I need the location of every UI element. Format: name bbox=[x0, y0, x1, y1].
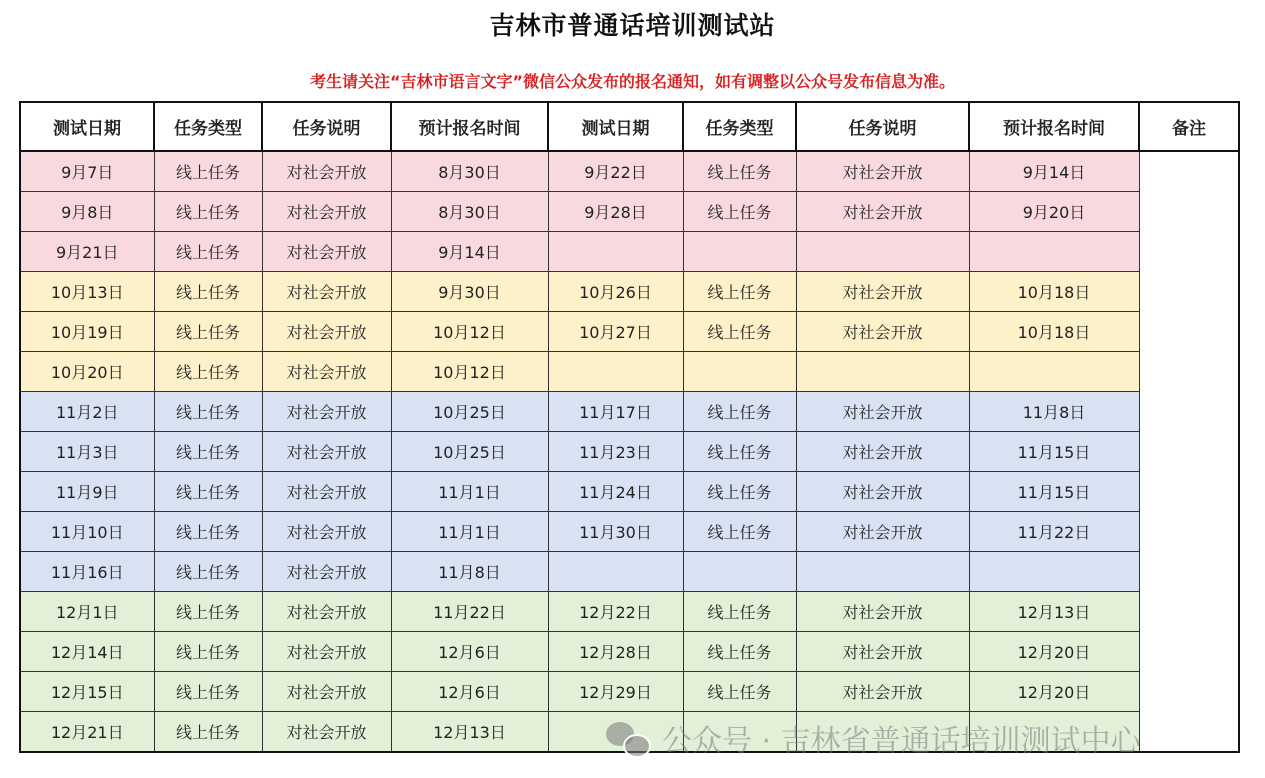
table-body bbox=[20, 151, 1239, 752]
table-cell: 线上任务 bbox=[683, 151, 796, 192]
table-cell: 对社会开放 bbox=[796, 151, 969, 192]
table-cell: 对社会开放 bbox=[796, 192, 969, 232]
table-cell: 线上任务 bbox=[154, 232, 262, 272]
table-cell: 11月23日 bbox=[548, 432, 683, 472]
column-header: 预计报名时间 bbox=[969, 102, 1139, 151]
table-cell bbox=[796, 232, 969, 272]
table-cell: 10月18日 bbox=[969, 272, 1139, 312]
wechat-icon bbox=[606, 718, 650, 758]
table-cell: 对社会开放 bbox=[262, 712, 391, 753]
table-cell: 10月12日 bbox=[391, 312, 548, 352]
table-cell: 9月7日 bbox=[20, 151, 154, 192]
table-cell: 对社会开放 bbox=[262, 552, 391, 592]
table-cell: 线上任务 bbox=[154, 312, 262, 352]
table-cell: 线上任务 bbox=[683, 312, 796, 352]
table-cell: 对社会开放 bbox=[796, 312, 969, 352]
table-row bbox=[20, 232, 1239, 272]
column-header: 任务说明 bbox=[262, 102, 391, 151]
table-row bbox=[20, 632, 1239, 672]
table-cell: 对社会开放 bbox=[796, 432, 969, 472]
table-row bbox=[20, 472, 1239, 512]
table-cell bbox=[796, 552, 969, 592]
table-row bbox=[20, 672, 1239, 712]
table-cell: 对社会开放 bbox=[262, 472, 391, 512]
table-cell: 线上任务 bbox=[683, 512, 796, 552]
table-cell: 10月12日 bbox=[391, 352, 548, 392]
table-cell: 11月1日 bbox=[391, 512, 548, 552]
table-cell: 线上任务 bbox=[154, 352, 262, 392]
table-cell: 11月9日 bbox=[20, 472, 154, 512]
table-cell: 12月29日 bbox=[548, 672, 683, 712]
table-cell: 线上任务 bbox=[154, 151, 262, 192]
watermark-text: 公众号 · 吉林省普通话培训测试中心 bbox=[662, 724, 1141, 759]
table-cell: 线上任务 bbox=[154, 432, 262, 472]
table-cell: 12月14日 bbox=[20, 632, 154, 672]
table-cell: 线上任务 bbox=[683, 592, 796, 632]
table-cell: 对社会开放 bbox=[262, 232, 391, 272]
table-cell: 11月1日 bbox=[391, 472, 548, 512]
table-cell: 对社会开放 bbox=[262, 352, 391, 392]
table-row bbox=[20, 312, 1239, 352]
page-title: 吉林市普通话培训测试站 bbox=[489, 11, 776, 40]
table-cell: 11月15日 bbox=[969, 432, 1139, 472]
table-cell bbox=[969, 232, 1139, 272]
table-cell: 对社会开放 bbox=[262, 392, 391, 432]
watermark bbox=[606, 716, 1141, 760]
table-cell: 10月26日 bbox=[548, 272, 683, 312]
table-cell bbox=[548, 352, 683, 392]
table-cell: 对社会开放 bbox=[262, 672, 391, 712]
table-cell: 线上任务 bbox=[683, 272, 796, 312]
table-cell: 对社会开放 bbox=[262, 632, 391, 672]
table-cell: 线上任务 bbox=[683, 672, 796, 712]
table-cell: 12月20日 bbox=[969, 672, 1139, 712]
table-cell: 对社会开放 bbox=[262, 151, 391, 192]
table-cell: 线上任务 bbox=[154, 512, 262, 552]
table-cell: 线上任务 bbox=[154, 592, 262, 632]
table-cell bbox=[548, 232, 683, 272]
table-cell: 10月25日 bbox=[391, 432, 548, 472]
table-cell: 对社会开放 bbox=[262, 192, 391, 232]
table-cell bbox=[548, 552, 683, 592]
column-header: 预计报名时间 bbox=[391, 102, 548, 151]
table-cell: 对社会开放 bbox=[262, 272, 391, 312]
table-cell: 线上任务 bbox=[154, 712, 262, 753]
table-cell: 12月22日 bbox=[548, 592, 683, 632]
table-cell: 11月2日 bbox=[20, 392, 154, 432]
table-cell: 12月6日 bbox=[391, 672, 548, 712]
remark-cell bbox=[1139, 151, 1239, 752]
table-cell: 对社会开放 bbox=[796, 672, 969, 712]
table-row bbox=[20, 192, 1239, 232]
table-cell: 线上任务 bbox=[683, 192, 796, 232]
table-cell: 11月16日 bbox=[20, 552, 154, 592]
table-cell bbox=[969, 352, 1139, 392]
table-cell: 12月28日 bbox=[548, 632, 683, 672]
table-cell: 9月14日 bbox=[969, 151, 1139, 192]
column-header: 测试日期 bbox=[548, 102, 683, 151]
table-row bbox=[20, 592, 1239, 632]
table-row bbox=[20, 272, 1239, 312]
table-cell: 10月19日 bbox=[20, 312, 154, 352]
table-cell: 8月30日 bbox=[391, 192, 548, 232]
table-cell: 12月13日 bbox=[391, 712, 548, 753]
table-cell: 线上任务 bbox=[154, 192, 262, 232]
table-cell: 11月22日 bbox=[391, 592, 548, 632]
column-header: 备注 bbox=[1139, 102, 1239, 151]
table-cell: 线上任务 bbox=[683, 632, 796, 672]
table-cell: 11月3日 bbox=[20, 432, 154, 472]
table-cell: 11月30日 bbox=[548, 512, 683, 552]
column-header: 任务类型 bbox=[683, 102, 796, 151]
schedule-table bbox=[19, 101, 1240, 753]
notice-text: 考生请关注“吉林市语言文字”微信公众发布的报名通知，如有调整以公众号发布信息为准。 bbox=[309, 72, 956, 91]
table-cell: 线上任务 bbox=[683, 392, 796, 432]
table-row bbox=[20, 392, 1239, 432]
table-cell: 9月8日 bbox=[20, 192, 154, 232]
table-cell: 11月17日 bbox=[548, 392, 683, 432]
table-cell: 9月28日 bbox=[548, 192, 683, 232]
table-cell: 9月30日 bbox=[391, 272, 548, 312]
table-cell: 10月20日 bbox=[20, 352, 154, 392]
table-cell: 对社会开放 bbox=[796, 632, 969, 672]
table-cell: 12月13日 bbox=[969, 592, 1139, 632]
table-cell: 12月1日 bbox=[20, 592, 154, 632]
table-cell: 11月10日 bbox=[20, 512, 154, 552]
table-cell: 对社会开放 bbox=[796, 592, 969, 632]
column-header: 任务说明 bbox=[796, 102, 969, 151]
table-cell: 10月27日 bbox=[548, 312, 683, 352]
table-cell: 线上任务 bbox=[154, 272, 262, 312]
table-cell: 11月8日 bbox=[391, 552, 548, 592]
table-cell: 线上任务 bbox=[154, 672, 262, 712]
table-cell bbox=[683, 232, 796, 272]
table-cell bbox=[683, 352, 796, 392]
table-cell: 11月15日 bbox=[969, 472, 1139, 512]
table-cell bbox=[969, 552, 1139, 592]
table-cell: 对社会开放 bbox=[796, 272, 969, 312]
table-cell: 9月20日 bbox=[969, 192, 1139, 232]
table-cell: 12月6日 bbox=[391, 632, 548, 672]
table-cell: 9月22日 bbox=[548, 151, 683, 192]
table-row bbox=[20, 512, 1239, 552]
column-header: 测试日期 bbox=[20, 102, 154, 151]
table-cell bbox=[796, 352, 969, 392]
table-cell: 对社会开放 bbox=[262, 512, 391, 552]
table-cell: 8月30日 bbox=[391, 151, 548, 192]
table-cell: 11月8日 bbox=[969, 392, 1139, 432]
table-cell: 对社会开放 bbox=[262, 432, 391, 472]
column-header: 任务类型 bbox=[154, 102, 262, 151]
table-cell: 10月25日 bbox=[391, 392, 548, 432]
table-cell: 线上任务 bbox=[154, 552, 262, 592]
table-cell: 9月14日 bbox=[391, 232, 548, 272]
table-cell: 12月21日 bbox=[20, 712, 154, 753]
table-cell: 线上任务 bbox=[683, 472, 796, 512]
table-cell: 线上任务 bbox=[154, 392, 262, 432]
table-cell: 9月21日 bbox=[20, 232, 154, 272]
table-cell: 线上任务 bbox=[683, 432, 796, 472]
table-cell: 12月15日 bbox=[20, 672, 154, 712]
table-row bbox=[20, 352, 1239, 392]
table-cell: 11月24日 bbox=[548, 472, 683, 512]
table-cell: 线上任务 bbox=[154, 632, 262, 672]
table-row bbox=[20, 432, 1239, 472]
table-cell: 对社会开放 bbox=[796, 392, 969, 432]
table-row bbox=[20, 151, 1239, 192]
table-cell: 10月13日 bbox=[20, 272, 154, 312]
table-cell bbox=[683, 552, 796, 592]
table-cell: 线上任务 bbox=[154, 472, 262, 512]
table-cell: 对社会开放 bbox=[262, 312, 391, 352]
table-cell: 11月22日 bbox=[969, 512, 1139, 552]
table-cell: 10月18日 bbox=[969, 312, 1139, 352]
table-row bbox=[20, 552, 1239, 592]
table-cell: 对社会开放 bbox=[796, 512, 969, 552]
header-row bbox=[20, 102, 1239, 151]
table-cell: 对社会开放 bbox=[796, 472, 969, 512]
table-cell: 12月20日 bbox=[969, 632, 1139, 672]
table-cell: 对社会开放 bbox=[262, 592, 391, 632]
